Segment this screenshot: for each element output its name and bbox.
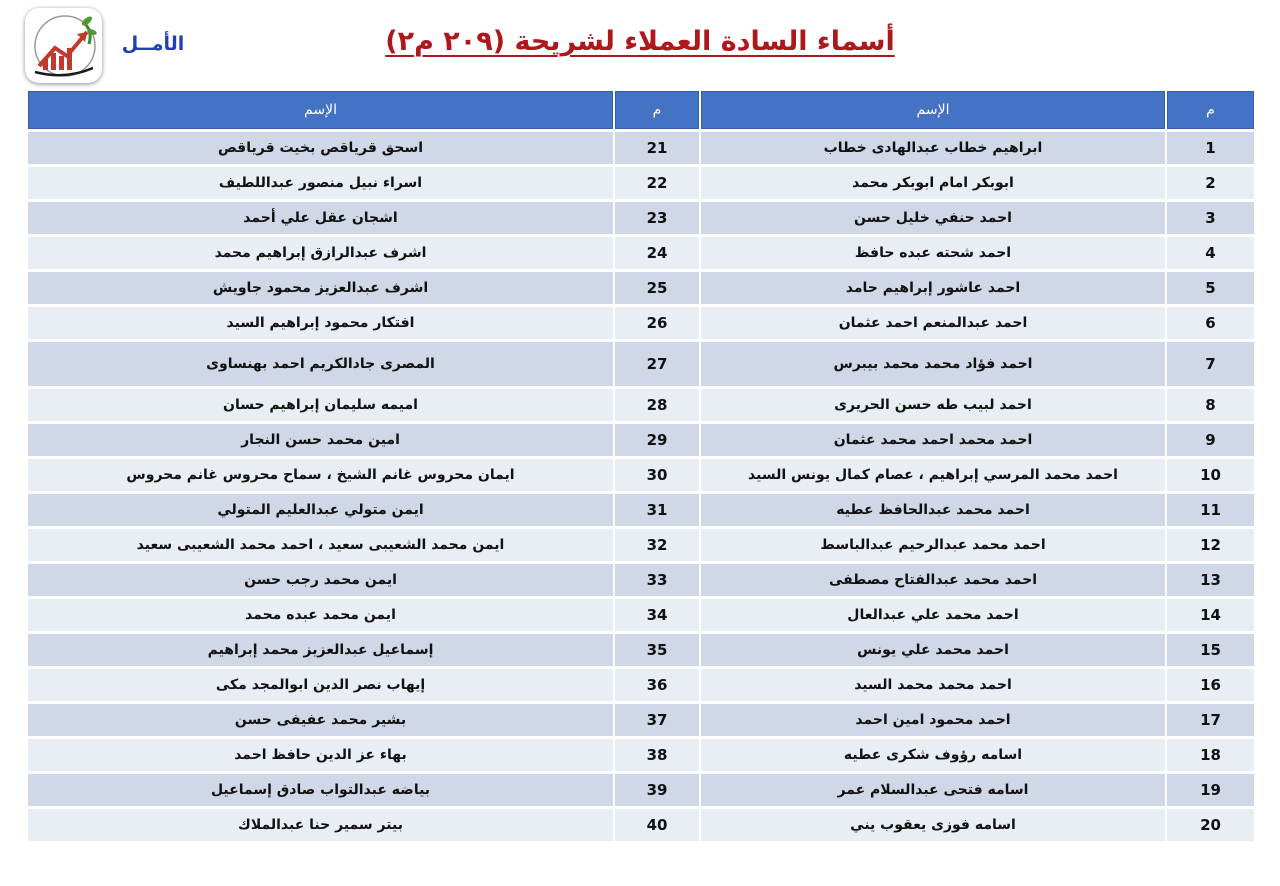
right-number-cell: 11 — [1167, 494, 1254, 526]
column-header-name-left: الإسم — [28, 91, 613, 129]
page-title — [360, 18, 920, 66]
left-name-cell: بيتر سمير حنا عبدالملاك — [28, 809, 613, 841]
right-number-cell: 10 — [1167, 459, 1254, 491]
left-name-cell: امين محمد حسن النجار — [28, 424, 613, 456]
left-name-cell: ايمن محمد الشعيبى سعيد ، احمد محمد الشعيبى سعيد — [28, 529, 613, 561]
left-number-cell: 37 — [615, 704, 699, 736]
right-number-cell: 9 — [1167, 424, 1254, 456]
right-name-cell: ابراهيم خطاب عبدالهادى خطاب — [701, 132, 1165, 164]
left-number-cell: 26 — [615, 307, 699, 339]
left-number-cell: 29 — [615, 424, 699, 456]
table-row — [28, 634, 1254, 666]
column-header-number-right: م — [1167, 91, 1254, 129]
right-number-cell: 1 — [1167, 132, 1254, 164]
left-number-cell: 35 — [615, 634, 699, 666]
right-name-cell: احمد فؤاد محمد محمد بيبرس — [701, 342, 1165, 386]
left-number-cell: 34 — [615, 599, 699, 631]
right-number-cell: 8 — [1167, 389, 1254, 421]
table-row — [28, 774, 1254, 806]
customers-table — [26, 88, 1256, 844]
table-row — [28, 599, 1254, 631]
table-row — [28, 704, 1254, 736]
right-name-cell: احمد محمد عبدالحافظ عطيه — [701, 494, 1165, 526]
left-number-cell: 23 — [615, 202, 699, 234]
page-title-text: أسماء السادة العملاء لشريحة (٢٠٩ م٢) — [385, 26, 895, 57]
organization-logo — [25, 8, 102, 83]
right-name-cell: احمد لبيب طه حسن الحريرى — [701, 389, 1165, 421]
left-name-cell: اسراء نبيل منصور عبداللطيف — [28, 167, 613, 199]
left-number-cell: 33 — [615, 564, 699, 596]
left-name-cell: ايمن محمد رجب حسن — [28, 564, 613, 596]
right-number-cell: 7 — [1167, 342, 1254, 386]
left-name-cell: اشرف عبدالعزيز محمود جاويش — [28, 272, 613, 304]
right-number-cell: 2 — [1167, 167, 1254, 199]
table-row — [28, 389, 1254, 421]
table-row — [28, 669, 1254, 701]
left-number-cell: 38 — [615, 739, 699, 771]
right-name-cell: احمد محمد عبدالفتاح مصطفى — [701, 564, 1165, 596]
right-name-cell: اسامه فتحى عبدالسلام عمر — [701, 774, 1165, 806]
left-name-cell: اشجان عقل علي أحمد — [28, 202, 613, 234]
table-row — [28, 307, 1254, 339]
table-row — [28, 237, 1254, 269]
left-name-cell: ايمان محروس غانم الشيخ ، سماح محروس غانم محروس — [28, 459, 613, 491]
right-name-cell: احمد محمد محمد السيد — [701, 669, 1165, 701]
left-name-cell: اميمه سليمان إبراهيم حسان — [28, 389, 613, 421]
right-number-cell: 3 — [1167, 202, 1254, 234]
left-number-cell: 40 — [615, 809, 699, 841]
table-row — [28, 809, 1254, 841]
left-number-cell: 30 — [615, 459, 699, 491]
left-name-cell: إسماعيل عبدالعزيز محمد إبراهيم — [28, 634, 613, 666]
right-number-cell: 12 — [1167, 529, 1254, 561]
column-header-number-left: م — [615, 91, 699, 129]
left-name-cell: إيهاب نصر الدين ابوالمجد مكى — [28, 669, 613, 701]
right-name-cell: اسامه فوزى يعقوب يني — [701, 809, 1165, 841]
table-header-row — [28, 91, 1254, 129]
right-number-cell: 14 — [1167, 599, 1254, 631]
left-name-cell: اشرف عبدالرازق إبراهيم محمد — [28, 237, 613, 269]
hope-logo-icon — [25, 8, 102, 83]
right-name-cell: احمد محمد علي يونس — [701, 634, 1165, 666]
right-name-cell: احمد عاشور إبراهيم حامد — [701, 272, 1165, 304]
table-row — [28, 424, 1254, 456]
right-number-cell: 19 — [1167, 774, 1254, 806]
right-name-cell: اسامه رؤوف شكرى عطيه — [701, 739, 1165, 771]
right-number-cell: 20 — [1167, 809, 1254, 841]
right-name-cell: احمد عبدالمنعم احمد عثمان — [701, 307, 1165, 339]
right-name-cell: احمد محمد احمد محمد عثمان — [701, 424, 1165, 456]
left-number-cell: 21 — [615, 132, 699, 164]
right-name-cell: احمد محمود امين احمد — [701, 704, 1165, 736]
left-name-cell: اسحق قرياقص بخيت قرياقص — [28, 132, 613, 164]
right-name-cell: احمد محمد عبدالرحيم عبدالباسط — [701, 529, 1165, 561]
left-number-cell: 31 — [615, 494, 699, 526]
right-number-cell: 17 — [1167, 704, 1254, 736]
table-row — [28, 739, 1254, 771]
left-number-cell: 25 — [615, 272, 699, 304]
right-name-cell: احمد شحته عبده حافظ — [701, 237, 1165, 269]
left-number-cell: 24 — [615, 237, 699, 269]
organization-name: الأمــل — [121, 33, 185, 55]
left-number-cell: 28 — [615, 389, 699, 421]
right-number-cell: 4 — [1167, 237, 1254, 269]
left-name-cell: بياضه عبدالتواب صادق إسماعيل — [28, 774, 613, 806]
right-number-cell: 6 — [1167, 307, 1254, 339]
column-header-name-right: الإسم — [701, 91, 1165, 129]
left-number-cell: 27 — [615, 342, 699, 386]
table-row — [28, 132, 1254, 164]
left-name-cell: ايمن متولي عبدالعليم المتولي — [28, 494, 613, 526]
right-number-cell: 15 — [1167, 634, 1254, 666]
right-name-cell: احمد محمد علي عبدالعال — [701, 599, 1165, 631]
table-row — [28, 529, 1254, 561]
left-number-cell: 32 — [615, 529, 699, 561]
left-name-cell: المصرى جادالكريم احمد بهنساوى — [28, 342, 613, 386]
left-name-cell: بهاء عز الدين حافظ احمد — [28, 739, 613, 771]
left-number-cell: 22 — [615, 167, 699, 199]
table-row — [28, 564, 1254, 596]
table-row — [28, 202, 1254, 234]
left-number-cell: 36 — [615, 669, 699, 701]
right-number-cell: 13 — [1167, 564, 1254, 596]
right-number-cell: 5 — [1167, 272, 1254, 304]
right-name-cell: ابوبكر امام ابوبكر محمد — [701, 167, 1165, 199]
table-row — [28, 272, 1254, 304]
table-row — [28, 342, 1254, 386]
left-name-cell: افتكار محمود إبراهيم السيد — [28, 307, 613, 339]
table-row — [28, 459, 1254, 491]
right-name-cell: احمد محمد المرسي إبراهيم ، عصام كمال يونس السيد — [701, 459, 1165, 491]
left-name-cell: بشير محمد عفيفى حسن — [28, 704, 613, 736]
left-name-cell: ايمن محمد عبده محمد — [28, 599, 613, 631]
table-row — [28, 167, 1254, 199]
table-row — [28, 494, 1254, 526]
right-number-cell: 18 — [1167, 739, 1254, 771]
right-number-cell: 16 — [1167, 669, 1254, 701]
left-number-cell: 39 — [615, 774, 699, 806]
right-name-cell: احمد حنفي خليل حسن — [701, 202, 1165, 234]
